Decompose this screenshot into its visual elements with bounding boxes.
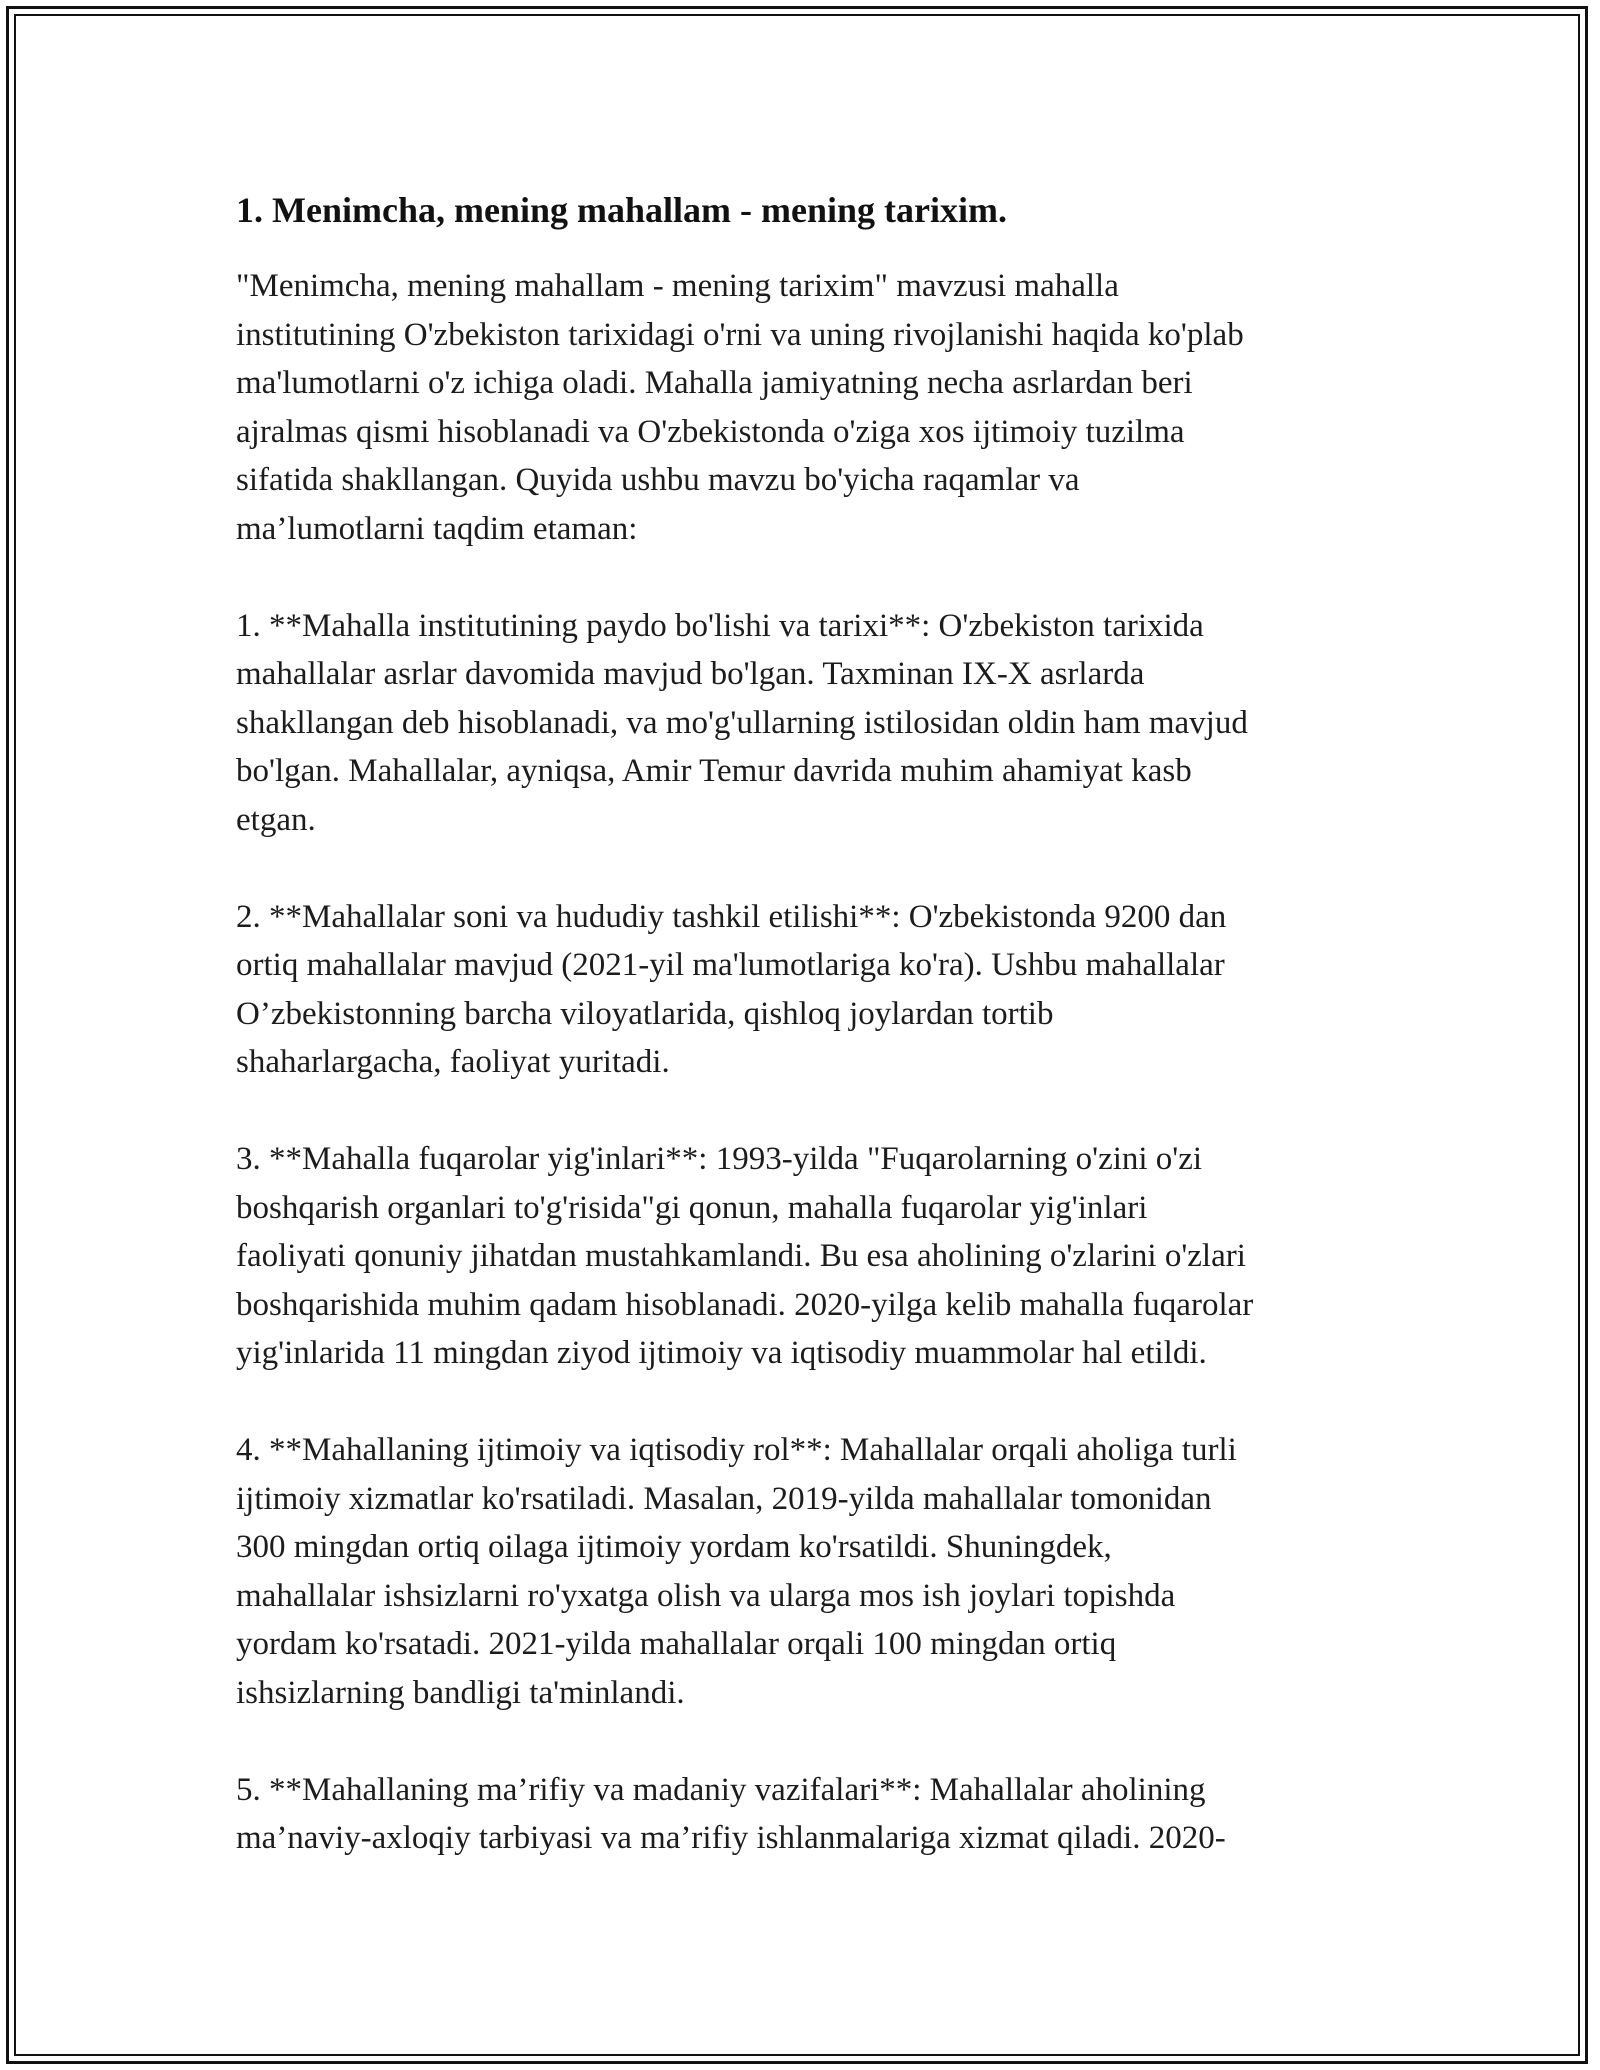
text-line: shakllangan deb hisoblanadi, va mo'g'ullarning istilosidan oldin ham mavjud xyxy=(236,704,1248,741)
text-line: ijtimoiy xizmatlar ko'rsatiladi. Masalan, 2019-yilda mahallalar tomonidan xyxy=(236,1480,1212,1517)
text-line: shaharlargacha, faoliyat yuritadi. xyxy=(236,1044,670,1080)
text-line: institutining O'zbekiston tarixidagi o'rni va uning rivojlanishi haqida ko'plab xyxy=(236,316,1244,353)
text-line: sifatida shakllangan. Quyida ushbu mavzu bo'yicha raqamlar va xyxy=(236,462,1080,498)
text-line: yordam ko'rsatadi. 2021-yilda mahallalar orqali 100 mingdan ortiq xyxy=(236,1626,1117,1662)
text-line: 3. **Mahalla fuqarolar yig'inlari**: 1993-yilda "Fuqarolarning o'zini o'zi xyxy=(236,1141,1203,1177)
paragraph xyxy=(236,262,1376,553)
paragraph xyxy=(236,893,1376,1087)
text-line: boshqarishida muhim qadam hisoblanadi. 2020-yilga kelib mahalla fuqarolar xyxy=(236,1286,1254,1323)
text-line: 5. **Mahallaning ma’rifiy va madaniy vazifalari**: Mahallalar aholining xyxy=(236,1771,1206,1808)
text-line: 2. **Mahallalar soni va hududiy tashkil etilishi**: O'zbekistonda 9200 dan xyxy=(236,898,1227,935)
text-line: 300 mingdan ortiq oilaga ijtimoiy yordam ko'rsatildi. Shuningdek, xyxy=(236,1529,1112,1565)
document-body xyxy=(236,186,1376,1911)
document-title: 1. Menimcha, mening mahallam - mening tarixim. xyxy=(236,190,1007,230)
text-line: ishsizlarning bandligi ta'minlandi. xyxy=(236,1674,685,1711)
text-line: ma’naviy-axloqiy tarbiyasi va ma’rifiy ishlanmalariga xizmat qiladi. 2020- xyxy=(236,1820,1226,1856)
text-line: ajralmas qismi hisoblanadi va O'zbekistonda o'ziga xos ijtimoiy tuzilma xyxy=(236,413,1185,450)
text-line: faoliyati qonuniy jihatdan mustahkamlandi. Bu esa aholining o'zlarini o'zlari xyxy=(236,1238,1246,1274)
text-line: etgan. xyxy=(236,801,316,838)
paragraph xyxy=(236,1766,1376,1863)
paragraph xyxy=(236,1135,1376,1378)
text-line: ma’lumotlarni taqdim etaman: xyxy=(236,510,638,547)
text-line: 1. **Mahalla institutining paydo bo'lishi va tarixi**: O'zbekiston tarixida xyxy=(236,607,1204,644)
paragraph xyxy=(236,602,1376,845)
text-line: ma'lumotlarni o'z ichiga oladi. Mahalla jamiyatning necha asrlardan beri xyxy=(236,365,1193,401)
text-line: ortiq mahallalar mavjud (2021-yil ma'lumotlariga ko'ra). Ushbu mahallalar xyxy=(236,947,1225,983)
text-line: yig'inlarida 11 mingdan ziyod ijtimoiy va iqtisodiy muammolar hal etildi. xyxy=(236,1335,1207,1371)
text-line: "Menimcha, mening mahallam - mening tarixim" mavzusi mahalla xyxy=(236,268,1119,304)
text-line: boshqarish organlari to'g'risida"gi qonun, mahalla fuqarolar yig'inlari xyxy=(236,1189,1148,1226)
text-line: bo'lgan. Mahallalar, ayniqsa, Amir Temur davrida muhim ahamiyat kasb xyxy=(236,753,1192,789)
paragraph-list xyxy=(236,262,1376,1863)
text-line: mahallalar ishsizlarni ro'yxatga olish va ularga mos ish joylari topishda xyxy=(236,1577,1176,1614)
paragraph xyxy=(236,1426,1376,1717)
text-line: mahallalar asrlar davomida mavjud bo'lgan. Taxminan IX-X asrlarda xyxy=(236,656,1145,692)
text-line: O’zbekistonning barcha viloyatlarida, qishloq joylardan tortib xyxy=(236,995,1054,1032)
text-line: 4. **Mahallaning ijtimoiy va iqtisodiy rol**: Mahallalar orqali aholiga turli xyxy=(236,1432,1237,1468)
